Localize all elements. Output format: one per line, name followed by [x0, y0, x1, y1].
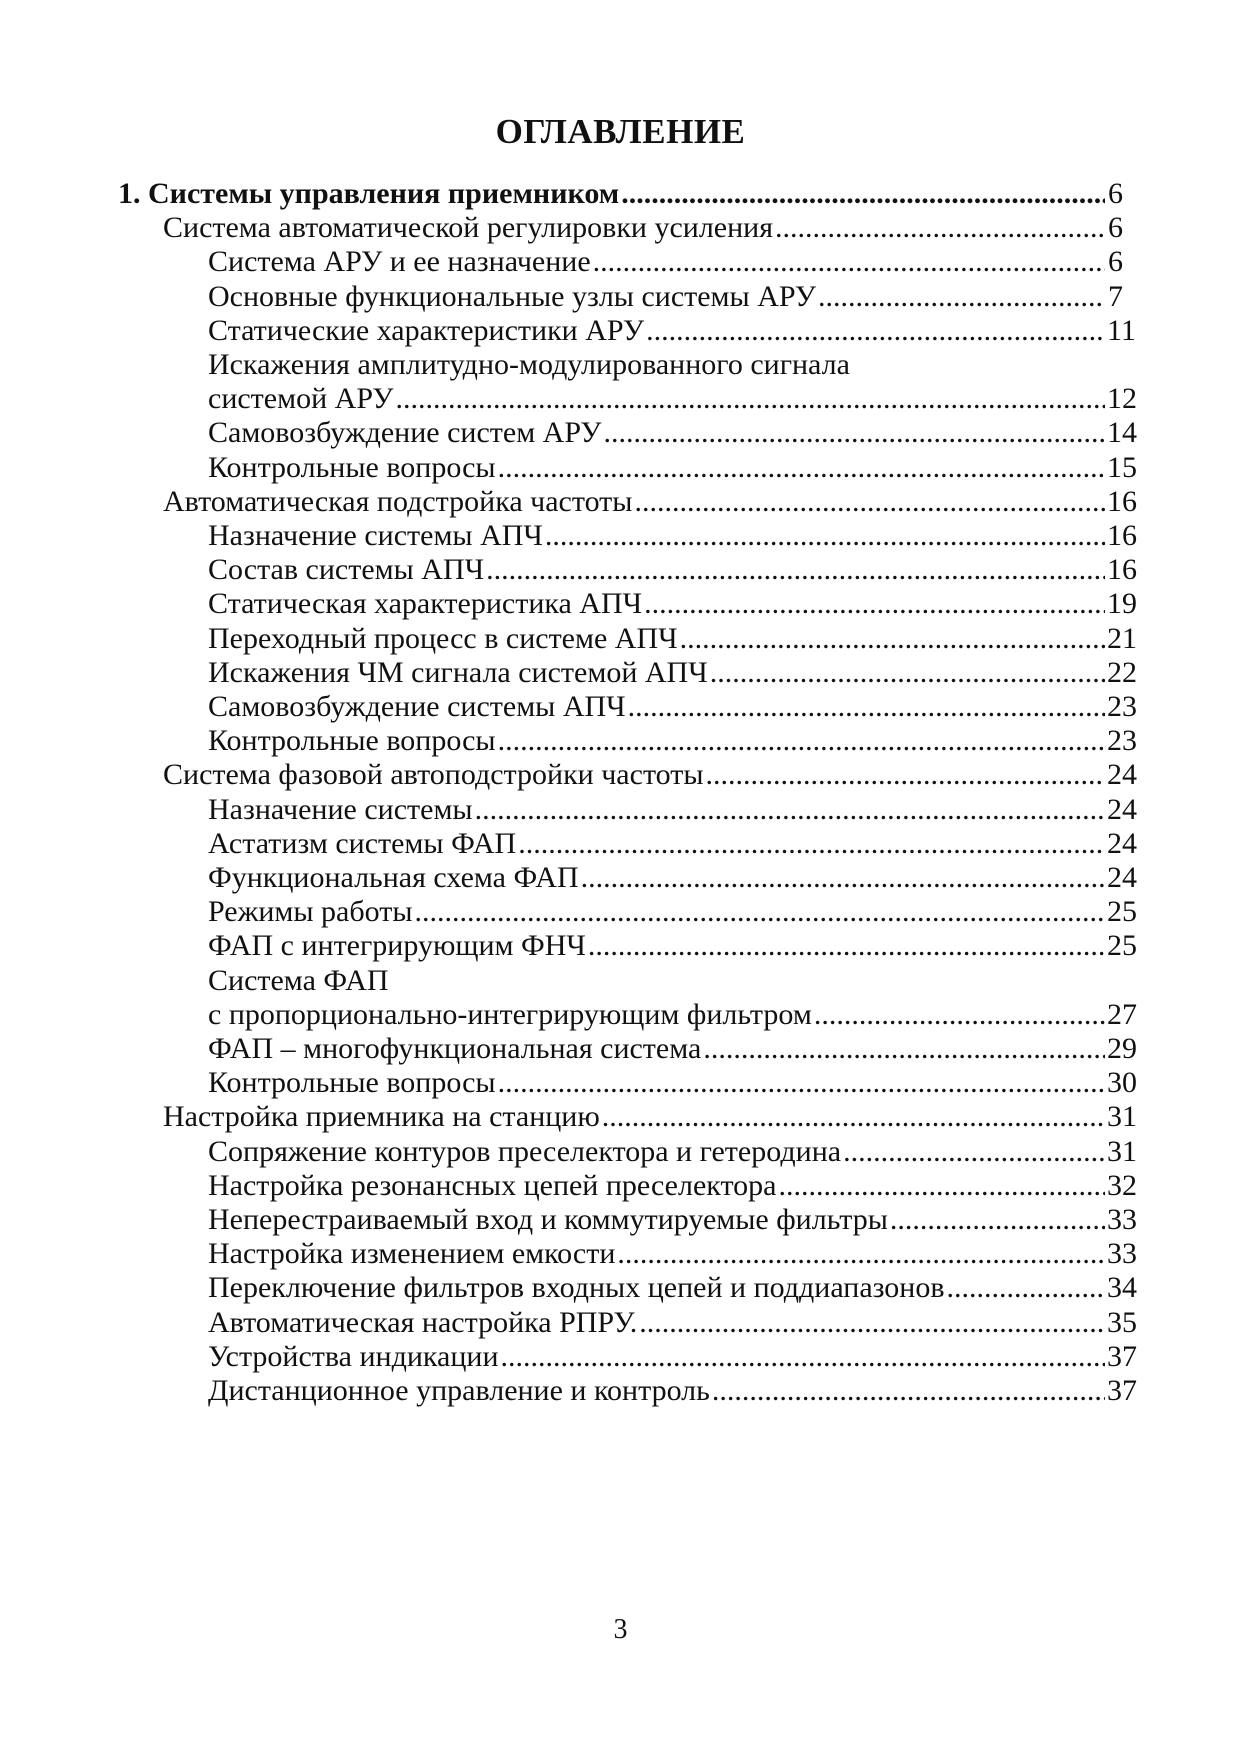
dot-leader [947, 1269, 1105, 1307]
dot-leader [710, 654, 1105, 692]
toc-entry-title: Система АРУ и ее назначение [208, 245, 591, 279]
dot-leader [545, 517, 1105, 555]
toc-entry[interactable] [208, 517, 1137, 555]
toc-entry-title: Настройка резонансных цепей преселектора [208, 1168, 777, 1202]
page-number: 3 [613, 1614, 628, 1645]
toc-entry-title: Астатизм системы ФАП [208, 826, 517, 860]
toc-entry-page: 6 [1108, 245, 1123, 279]
toc-entry-page: 25 [1107, 895, 1137, 929]
toc-entry-page: 11 [1107, 313, 1136, 347]
toc-entry-page: 23 [1107, 724, 1137, 758]
toc-entry[interactable] [163, 483, 1137, 521]
dot-leader [646, 312, 1105, 350]
toc-entry-title: Статические характеристики АРУ [208, 313, 645, 347]
toc-entry[interactable] [118, 175, 1123, 213]
toc-entry-title: Система автоматической регулировки усиления [163, 211, 774, 245]
toc-entry[interactable] [208, 312, 1136, 350]
toc-entry-title: Автоматическая настройка РПРУ. [208, 1305, 638, 1339]
toc-entry-title: Контрольные вопросы [208, 1066, 496, 1100]
toc-entry-title: Система фазовой автоподстройки частоты [163, 758, 704, 792]
toc-entry-title: ФАП – многофункциональная система [208, 1032, 702, 1065]
toc-entry-page: 37 [1107, 1374, 1137, 1407]
toc-entry-page: 24 [1107, 758, 1137, 792]
toc-entry-title: Режимы работы [208, 895, 413, 929]
toc-entry-page: 16 [1107, 519, 1137, 552]
toc-entry-page: 35 [1107, 1305, 1137, 1339]
toc-entry-title: 1. Системы управления приемником [118, 177, 620, 210]
toc-entry-title: Назначение системы [208, 792, 473, 826]
toc-entry[interactable] [208, 1133, 1137, 1171]
toc-entry-title: Переходный процесс в системе АПЧ [208, 621, 678, 655]
toc-entry-title: Функциональная схема ФАП [208, 861, 579, 894]
toc-entry-title: Контрольные вопросы [208, 450, 496, 484]
dot-leader [593, 243, 1105, 281]
dot-leader [621, 175, 1105, 213]
dot-leader [680, 620, 1105, 658]
toc-entry-title: Самовозбуждение систем АРУ [208, 416, 602, 450]
page-title: ОГЛАВЛЕНИЕ [495, 112, 746, 151]
toc-entry-page: 12 [1107, 382, 1137, 416]
toc-entry-page: 6 [1108, 211, 1123, 245]
toc-entry-title: Автоматическая подстройка частоты [163, 484, 633, 518]
toc-entry-page: 23 [1107, 690, 1137, 723]
toc-entry-title: Дистанционное управление и контроль [208, 1374, 710, 1407]
toc-entry[interactable] [208, 243, 1123, 281]
toc-entry-page: 24 [1107, 861, 1137, 894]
toc-entry-title: Состав системы АПЧ [208, 553, 485, 587]
toc-entry-page: 25 [1107, 929, 1137, 963]
toc-entry-title: Контрольные вопросы [208, 724, 496, 758]
dot-leader [703, 1030, 1105, 1068]
toc-entry-title: Искажения амплитудно-модулированного сигнала [208, 348, 850, 381]
toc-entry-title: Самовозбуждение системы АПЧ [208, 690, 626, 723]
toc-entry-title: Переключение фильтров входных цепей и поддиапазонов [208, 1271, 945, 1305]
dot-leader [475, 791, 1105, 829]
toc-entry-title: Основные функциональные узлы системы АРУ [208, 279, 817, 313]
dot-leader [588, 927, 1105, 965]
dot-leader [604, 414, 1105, 452]
toc-entry-page: 37 [1107, 1339, 1137, 1373]
dot-leader [602, 1098, 1105, 1136]
toc-entry[interactable] [163, 209, 1123, 247]
toc-entry[interactable] [208, 380, 1137, 418]
toc-entry-title: Система ФАП [208, 963, 389, 997]
toc-entry[interactable] [208, 859, 1137, 897]
dot-leader [498, 722, 1105, 760]
toc-entry-page: 24 [1107, 826, 1137, 860]
dot-leader [396, 380, 1106, 418]
toc-entry-title: ФАП с интегрирующим ФНЧ [208, 929, 586, 963]
toc-entry[interactable] [208, 414, 1137, 452]
dot-leader [814, 996, 1105, 1034]
toc-entry-page: 22 [1107, 655, 1137, 689]
toc-entry-title: Искажения ЧМ сигнала системой АПЧ [208, 655, 708, 689]
toc-entry-page: 34 [1107, 1271, 1137, 1305]
toc-entry[interactable] [208, 551, 1137, 589]
dot-leader [501, 1338, 1105, 1376]
toc-entry[interactable] [208, 927, 1137, 965]
dot-leader [486, 551, 1105, 589]
toc-entry[interactable] [208, 1235, 1137, 1273]
toc-entry-title: Неперестраиваемый вход и коммутируемые фильтры [208, 1203, 888, 1236]
toc-entry-page: 29 [1107, 1032, 1137, 1065]
toc-entry[interactable] [208, 1338, 1137, 1376]
toc-entry-page: 33 [1107, 1203, 1137, 1236]
toc-entry[interactable] [208, 722, 1137, 760]
dot-leader [778, 1167, 1105, 1205]
dot-leader [581, 859, 1105, 897]
toc-entry[interactable] [208, 1167, 1137, 1205]
toc-entry[interactable] [208, 688, 1137, 726]
toc-entry[interactable] [208, 585, 1137, 623]
toc-entry[interactable] [208, 1201, 1137, 1239]
dot-leader [712, 1372, 1105, 1410]
dot-leader [628, 688, 1105, 726]
toc-entry-title: Устройства индикации [208, 1339, 499, 1373]
toc-entry-title: Настройка приемника на станцию [163, 1100, 600, 1134]
toc-entry-title: Назначение системы АПЧ [208, 519, 543, 552]
dot-leader [639, 1304, 1105, 1342]
toc-entry[interactable] [208, 1372, 1137, 1410]
toc-entry[interactable] [208, 1064, 1137, 1102]
toc-entry-page: 31 [1107, 1100, 1137, 1134]
dot-leader [634, 483, 1105, 521]
toc-entry-page: 21 [1107, 621, 1137, 655]
toc-entry[interactable] [208, 893, 1137, 931]
toc-entry-page: 16 [1107, 484, 1137, 518]
toc-entry-page: 27 [1107, 997, 1137, 1031]
toc-entry-title: Сопряжение контуров преселектора и гетеродина [208, 1134, 842, 1168]
toc-entry-page: 7 [1108, 279, 1123, 313]
toc-entry[interactable] [208, 620, 1137, 658]
dot-leader [890, 1201, 1105, 1239]
toc-entry[interactable] [208, 996, 1137, 1034]
toc-entry-page: 16 [1107, 553, 1137, 587]
toc-entry[interactable] [208, 1269, 1137, 1307]
toc-entry[interactable] [208, 1304, 1137, 1342]
toc-entry-title: Настройка изменением емкости [208, 1237, 616, 1271]
dot-leader [644, 585, 1105, 623]
toc-entry[interactable] [208, 654, 1137, 692]
toc-entry[interactable] [163, 756, 1137, 794]
toc-entry-title: Статическая характеристика АПЧ [208, 587, 643, 621]
dot-leader [414, 893, 1105, 931]
dot-leader [617, 1235, 1105, 1273]
dot-leader [775, 209, 1105, 247]
toc-entry[interactable] [208, 278, 1123, 316]
toc-entry-page: 19 [1107, 587, 1137, 621]
toc-entry-page: 33 [1107, 1237, 1137, 1271]
toc-entry-page: 24 [1107, 792, 1137, 826]
dot-leader [818, 278, 1105, 316]
toc-entry-page: 14 [1107, 416, 1137, 450]
toc-entry-page: 15 [1107, 450, 1137, 484]
toc-entry[interactable] [208, 962, 1123, 1000]
dot-leader [706, 756, 1105, 794]
toc-entry-title: с пропорционально-интегрирующим фильтром [208, 997, 812, 1031]
toc-entry[interactable] [208, 1030, 1137, 1068]
dot-leader [843, 1133, 1105, 1171]
toc-entry[interactable] [208, 449, 1137, 487]
dot-leader [498, 449, 1105, 487]
dot-leader [518, 825, 1105, 863]
toc-entry[interactable] [208, 346, 1123, 384]
toc-entry[interactable] [208, 825, 1137, 863]
toc-entry-page: 30 [1107, 1066, 1137, 1100]
toc-entry-page: 32 [1107, 1168, 1137, 1202]
toc-entry-page: 6 [1108, 177, 1123, 210]
toc-entry[interactable] [163, 1098, 1137, 1136]
toc-entry[interactable] [208, 791, 1137, 829]
toc-entry-title: системой АРУ [208, 382, 394, 416]
toc-entry-page: 31 [1107, 1134, 1137, 1168]
dot-leader [498, 1064, 1105, 1102]
